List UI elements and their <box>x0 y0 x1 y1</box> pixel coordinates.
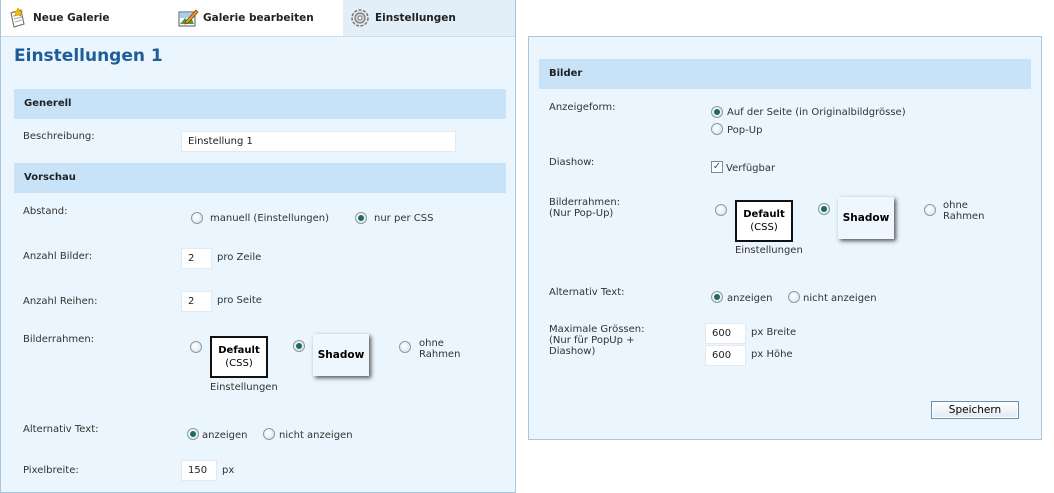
frame-default-preview[interactable] <box>735 200 793 242</box>
frame-none-label <box>419 338 460 360</box>
alt-text-anzeigen-label: anzeigen <box>202 430 248 441</box>
max-width-unit: px Breite <box>751 327 797 338</box>
anzeigeform-label: Anzeigeform: <box>549 102 616 113</box>
page-title: Einstellungen 1 <box>14 46 163 66</box>
frame-default-title: Default <box>218 345 260 356</box>
tab-galerie-bearbeiten[interactable] <box>177 0 314 36</box>
save-button[interactable]: Speichern <box>931 401 1019 419</box>
pixelbreite-unit: px <box>222 465 235 476</box>
alt-text-anzeigen-label: anzeigen <box>727 293 773 304</box>
max-height-input[interactable]: 600 <box>705 345 746 366</box>
frame-default-preview[interactable] <box>210 336 268 378</box>
frame-none-label-1: ohne <box>419 338 444 349</box>
abstand-manuell-label: manuell (Einstellungen) <box>210 213 330 224</box>
abstand-manuell-radio[interactable] <box>191 212 203 224</box>
abstand-label: Abstand: <box>23 206 68 217</box>
beschreibung-label: Beschreibung: <box>23 131 95 142</box>
alt-text-nicht-label: nicht anzeigen <box>803 293 877 304</box>
section-vorschau: Vorschau <box>14 163 506 193</box>
alt-text-anzeigen-radio[interactable] <box>187 428 199 440</box>
frame-default-sub: (CSS) <box>750 222 778 233</box>
max-label-2: (Nur für PopUp + <box>549 335 635 346</box>
frame-default-sub: (CSS) <box>225 358 253 369</box>
frame-none-label <box>943 200 984 222</box>
anzahl-reihen-input[interactable]: 2 <box>181 291 212 312</box>
pixelbreite-label: Pixelbreite: <box>23 465 79 476</box>
frame-none-label-2: Rahmen <box>943 211 985 222</box>
anzeigeform-seite-label: Auf der Seite (in Originalbildgrösse) <box>727 107 906 118</box>
tab-bar <box>1 0 515 37</box>
tab-label: Einstellungen <box>375 12 456 24</box>
tab-neue-galerie[interactable] <box>7 0 109 36</box>
new-gallery-icon <box>7 7 29 29</box>
settings-icon <box>349 7 371 29</box>
section-generell: Generell <box>14 89 506 119</box>
frame-none-label-2: Rahmen <box>419 349 461 360</box>
max-width-input[interactable]: 600 <box>705 323 746 344</box>
max-label-1: Maximale Grössen: <box>549 324 645 335</box>
frame-default-radio[interactable] <box>715 204 727 216</box>
max-groessen-label <box>549 324 644 357</box>
frame-shadow-preview[interactable]: Shadow <box>313 334 369 376</box>
einstellungen-link[interactable]: Einstellungen <box>735 245 803 256</box>
anzahl-reihen-label: Anzahl Reihen: <box>23 296 98 307</box>
anzahl-bilder-unit: pro Zeile <box>217 252 262 263</box>
frame-none-radio[interactable] <box>399 341 411 353</box>
alt-text-nicht-radio[interactable] <box>263 428 275 440</box>
max-height-unit: px Höhe <box>751 349 793 360</box>
tab-einstellungen[interactable] <box>343 0 515 36</box>
diashow-checkbox[interactable]: ✓ <box>712 161 722 172</box>
settings-panel <box>0 0 516 493</box>
einstellungen-link[interactable]: Einstellungen <box>210 382 278 393</box>
bilderrahmen-label <box>549 197 620 219</box>
anzahl-bilder-label: Anzahl Bilder: <box>23 251 93 262</box>
anzahl-reihen-unit: pro Seite <box>217 295 262 306</box>
diashow-checkbox-label: Verfügbar <box>726 163 776 174</box>
bilderrahmen-label-2: (Nur Pop-Up) <box>549 208 614 219</box>
pixelbreite-input[interactable]: 150 <box>181 460 217 481</box>
frame-shadow-radio[interactable] <box>293 340 305 352</box>
alt-text-label: Alternativ Text: <box>23 424 99 435</box>
bilder-panel <box>528 36 1042 440</box>
frame-none-label-1: ohne <box>943 200 968 211</box>
alt-text-anzeigen-radio[interactable] <box>711 291 723 303</box>
alt-text-nicht-radio[interactable] <box>788 291 800 303</box>
section-bilder: Bilder <box>539 59 1031 89</box>
bilderrahmen-label: Bilderrahmen: <box>23 334 95 345</box>
bilderrahmen-label-1: Bilderrahmen: <box>549 197 621 208</box>
frame-shadow-radio[interactable] <box>818 203 830 215</box>
anzeigeform-seite-radio[interactable] <box>711 106 723 118</box>
edit-gallery-icon <box>177 7 199 29</box>
tab-label: Neue Galerie <box>33 12 110 24</box>
frame-shadow-preview[interactable]: Shadow <box>838 197 894 239</box>
tab-label: Galerie bearbeiten <box>203 12 314 24</box>
frame-default-title: Default <box>743 209 785 220</box>
max-label-3: Diashow) <box>549 346 596 357</box>
anzahl-bilder-input[interactable]: 2 <box>181 248 212 269</box>
diashow-label: Diashow: <box>549 157 595 168</box>
alt-text-nicht-label: nicht anzeigen <box>279 430 353 441</box>
alt-text-label: Alternativ Text: <box>549 287 625 298</box>
abstand-css-radio[interactable] <box>355 212 367 224</box>
frame-default-radio[interactable] <box>190 341 202 353</box>
beschreibung-input[interactable]: Einstellung 1 <box>181 131 456 152</box>
anzeigeform-popup-radio[interactable] <box>711 123 723 135</box>
abstand-css-label: nur per CSS <box>374 213 434 224</box>
frame-none-radio[interactable] <box>924 204 936 216</box>
anzeigeform-popup-label: Pop-Up <box>727 125 763 136</box>
